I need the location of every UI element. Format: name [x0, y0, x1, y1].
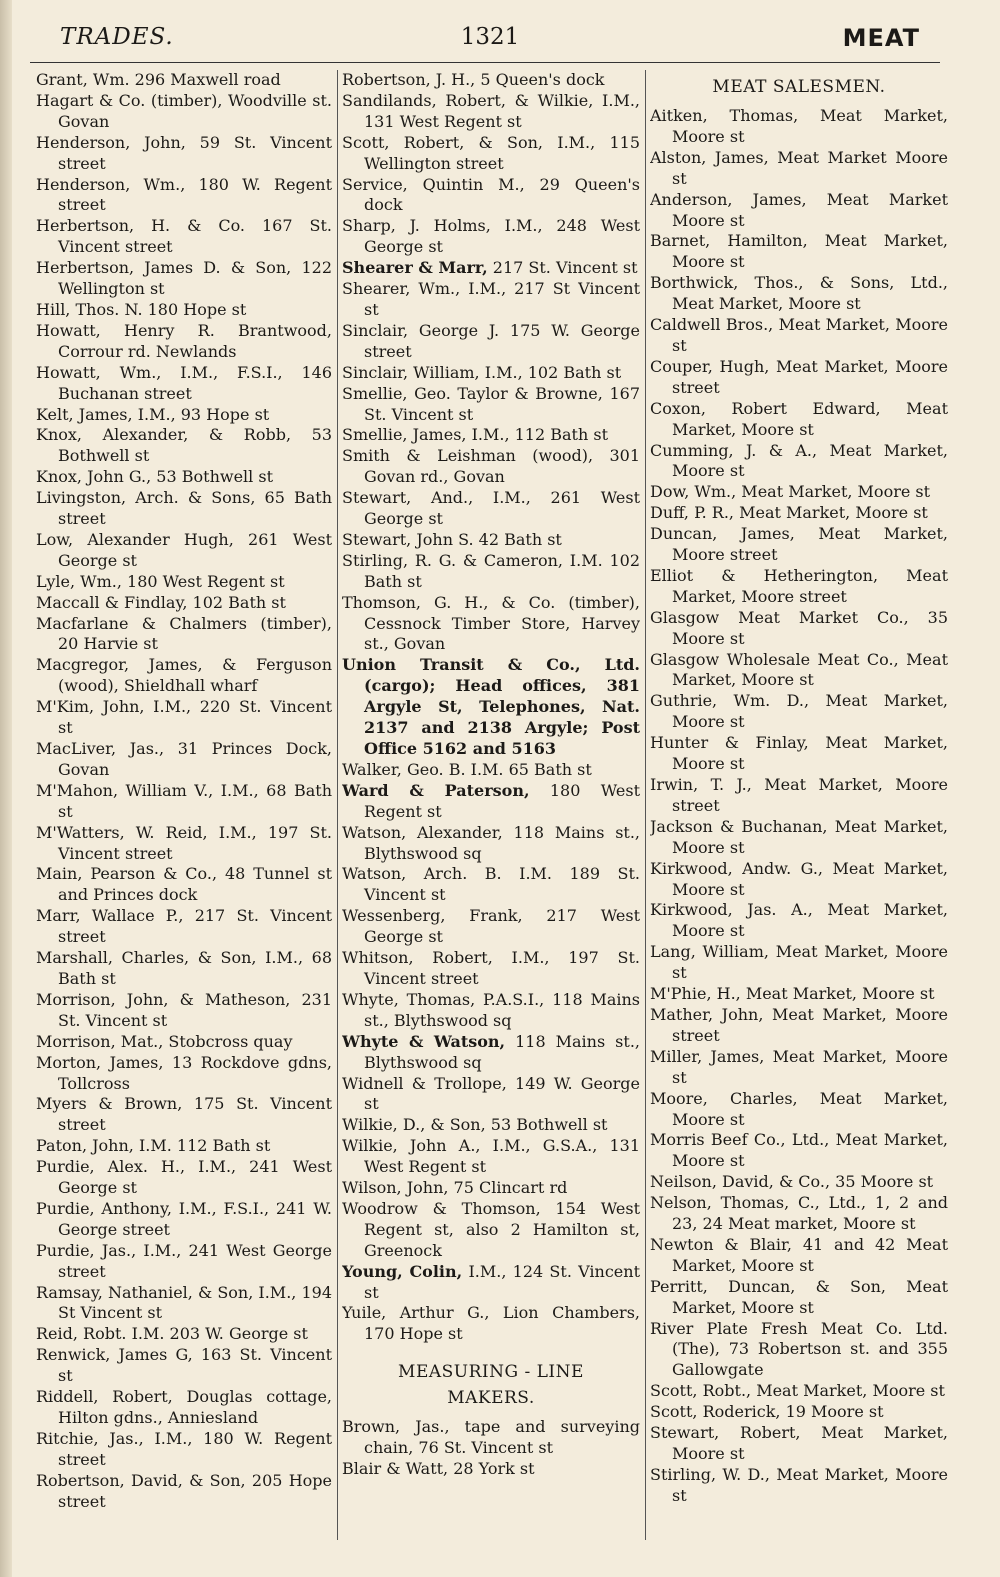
directory-entry: M'Mahon, William V., I.M., 68 Bath st — [36, 780, 332, 821]
directory-entry: Borthwick, Thos., & Sons, Ltd., Meat Market, Moore st — [650, 273, 948, 314]
directory-entry: MacLiver, Jas., 31 Princes Dock, Govan — [36, 739, 332, 779]
directory-entry — [342, 1032, 640, 1074]
running-head-left: TRADES. — [60, 24, 174, 50]
directory-entry: Smellie, Geo. Taylor & Browne, 167 St. Vincent st — [342, 383, 640, 424]
directory-entry: Service, Quintin M., 29 Queen's dock — [342, 174, 640, 215]
section-heading-line: MEASURING - LINE — [398, 1362, 584, 1383]
page-spine — [0, 0, 12, 1577]
directory-entry: Hill, Thos. N. 180 Hope st — [36, 299, 247, 319]
directory-entry: Morrison, Mat., Stobcross quay — [36, 1031, 293, 1051]
entry-name-bold: Ward & Paterson, — [342, 780, 530, 800]
directory-entry: Elliot & Hetherington, Meat Market, Moore street — [650, 565, 948, 606]
directory-entry: Wilson, John, 75 Clincart rd — [342, 1178, 568, 1198]
directory-entry: Ritchie, Jas., I.M., 180 W. Regent street — [36, 1428, 332, 1469]
section-heading-meat-salesmen: MEAT SALESMEN. — [712, 77, 886, 97]
section-heading-measuring — [342, 1359, 640, 1411]
directory-entry: Duncan, James, Meat Market, Moore street — [650, 524, 948, 565]
directory-entry: Jackson & Buchanan, Meat Market, Moore st — [650, 816, 948, 857]
directory-entry: Caldwell Bros., Meat Market, Moore st — [650, 315, 948, 355]
directory-entry: Stewart, Robert, Meat Market, Moore st — [650, 1423, 948, 1463]
directory-entry: Howatt, Wm., I.M., F.S.I., 146 Buchanan street — [36, 362, 332, 403]
directory-entry: Hunter & Finlay, Meat Market, Moore st — [650, 733, 948, 774]
directory-entry: River Plate Fresh Meat Co. Ltd. (The), 73 Robertson st. and 355 Gallowgate — [650, 1318, 948, 1380]
directory-entry: Stirling, W. D., Meat Market, Moore st — [650, 1464, 948, 1505]
directory-entry: Morrison, John, & Matheson, 231 St. Vincent st — [36, 989, 332, 1030]
directory-entry: Paton, John, I.M. 112 Bath st — [36, 1136, 271, 1156]
directory-entry: Maccall & Findlay, 102 Bath st — [36, 592, 286, 612]
directory-entry: Guthrie, Wm. D., Meat Market, Moore st — [650, 691, 948, 732]
directory-entry: Whyte, Thomas, P.A.S.I., 118 Mains st., Blythswood sq — [342, 989, 640, 1030]
directory-entry: Kirkwood, Jas. A., Meat Market, Moore st — [650, 900, 948, 941]
directory-entry: Myers & Brown, 175 St. Vincent street — [36, 1094, 332, 1135]
directory-entry: Glasgow Meat Market Co., 35 Moore st — [650, 607, 948, 648]
directory-entry: Mather, John, Meat Market, Moore street — [650, 1004, 948, 1045]
column-middle — [342, 70, 640, 1520]
directory-entry: Livingston, Arch. & Sons, 65 Bath street — [36, 488, 332, 529]
directory-entry: Nelson, Thomas, C., Ltd., 1, 2 and 23, 24 Meat market, Moore st — [650, 1193, 948, 1234]
header-rule — [30, 62, 940, 63]
directory-entry: Miller, James, Meat Market, Moore st — [650, 1046, 948, 1087]
column-divider — [337, 70, 338, 1540]
directory-entry — [342, 258, 640, 279]
directory-entry: Sinclair, George J. 175 W. George street — [342, 320, 640, 361]
directory-entry: Woodrow & Thomson, 154 West Regent st, also 2 Hamilton st, Greenock — [342, 1198, 640, 1260]
directory-entry — [342, 655, 640, 760]
directory-entry: Glasgow Wholesale Meat Co., Meat Market, Moore st — [650, 649, 948, 690]
directory-entry: Scott, Robt., Meat Market, Moore st — [650, 1381, 945, 1401]
directory-entry: Grant, Wm. 296 Maxwell road — [36, 70, 281, 89]
directory-entry: Sinclair, William, I.M., 102 Bath st — [342, 362, 622, 382]
entry-name-bold: Whyte & Watson, — [342, 1031, 506, 1051]
directory-entry: Renwick, James G, 163 St. Vincent st — [36, 1345, 332, 1386]
column-right — [650, 70, 948, 1520]
entry-name-bold: Young, Colin, — [342, 1261, 463, 1281]
directory-entry: Watson, Alexander, 118 Mains st., Blythswood sq — [342, 822, 640, 863]
directory-entry: Macfarlane & Chalmers (timber), 20 Harvie st — [36, 613, 332, 654]
directory-entry: Couper, Hugh, Meat Market, Moore street — [650, 356, 948, 397]
directory-entry: Sharp, J. Holms, I.M., 248 West George st — [342, 216, 640, 257]
directory-entry: Purdie, Alex. H., I.M., 241 West George st — [36, 1157, 332, 1198]
directory-entry: Moore, Charles, Meat Market, Moore st — [650, 1088, 948, 1129]
directory-entry: Aitken, Thomas, Meat Market, Moore st — [650, 106, 948, 146]
directory-entry: Morton, James, 13 Rockdove gdns, Tollcross — [36, 1052, 332, 1093]
directory-entry: Duff, P. R., Meat Market, Moore st — [650, 503, 928, 523]
directory-entry: Knox, John G., 53 Bothwell st — [36, 467, 273, 487]
entry-rest: 217 St. Vincent st — [487, 258, 638, 278]
directory-entry: Neilson, David, & Co., 35 Moore st — [650, 1172, 934, 1192]
running-head-right: MEAT — [842, 24, 920, 52]
directory-entry: Riddell, Robert, Douglas cottage, Hilton gdns., Anniesland — [36, 1387, 332, 1427]
entry-rest: 180 West Regent st — [364, 780, 640, 821]
directory-entry: Hagart & Co. (timber), Woodville st. Govan — [36, 90, 332, 131]
directory-entry: Robertson, David, & Son, 205 Hope street — [36, 1470, 332, 1511]
directory-entry: Knox, Alexander, & Robb, 53 Bothwell st — [36, 425, 332, 466]
directory-entry: Main, Pearson & Co., 48 Tunnel st and Princes dock — [36, 864, 332, 905]
directory-columns — [36, 70, 956, 1560]
directory-entry: Reid, Robt. I.M. 203 W. George st — [36, 1324, 308, 1344]
directory-entry: Smith & Leishman (wood), 301 Govan rd., Govan — [342, 446, 640, 487]
directory-entry: Henderson, Wm., 180 W. Regent street — [36, 174, 332, 215]
directory-entry: Widnell & Trollope, 149 W. George st — [342, 1073, 640, 1114]
directory-entry: Morris Beef Co., Ltd., Meat Market, Moore st — [650, 1130, 948, 1171]
directory-entry: Purdie, Anthony, I.M., F.S.I., 241 W. George street — [36, 1198, 332, 1239]
directory-entry: Kirkwood, Andw. G., Meat Market, Moore st — [650, 858, 948, 899]
section-heading-line: MAKERS. — [447, 1388, 535, 1409]
directory-entry: Alston, James, Meat Market Moore st — [650, 147, 948, 188]
page-header — [60, 22, 920, 58]
directory-entry: Stewart, John S. 42 Bath st — [342, 529, 562, 549]
directory-entry — [342, 781, 640, 823]
directory-entry: Scott, Roderick, 19 Moore st — [650, 1402, 884, 1422]
directory-entry: Blair & Watt, 28 York st — [342, 1459, 535, 1479]
directory-entry: Ramsay, Nathaniel, & Son, I.M., 194 St Vincent st — [36, 1282, 332, 1323]
directory-entry: M'Watters, W. Reid, I.M., 197 St. Vincent street — [36, 822, 332, 863]
directory-entry: Macgregor, James, & Ferguson (wood), Shieldhall wharf — [36, 655, 332, 696]
directory-entry: Marr, Wallace P., 217 St. Vincent street — [36, 906, 332, 947]
directory-entry: Barnet, Hamilton, Meat Market, Moore st — [650, 231, 948, 272]
directory-entry: Purdie, Jas., I.M., 241 West George street — [36, 1240, 332, 1281]
directory-entry: Coxon, Robert Edward, Meat Market, Moore st — [650, 398, 948, 439]
directory-entry: Dow, Wm., Meat Market, Moore st — [650, 482, 931, 502]
directory-entry: Lyle, Wm., 180 West Regent st — [36, 571, 285, 591]
directory-entry: Marshall, Charles, & Son, I.M., 68 Bath st — [36, 948, 332, 988]
directory-entry: Shearer, Wm., I.M., 217 St Vincent st — [342, 279, 640, 319]
directory-entry: Kelt, James, I.M., 93 Hope st — [36, 404, 270, 424]
directory-entry: Stewart, And., I.M., 261 West George st — [342, 488, 640, 529]
entry-name-bold: Union Transit & Co., Ltd. (cargo); Head offices, 381 Argyle St, Telephones, Nat. 2137 and 2138 Argyle; Post Office 5162 and 5163 — [342, 655, 640, 758]
directory-entry: Wilkie, D., & Son, 53 Bothwell st — [342, 1115, 608, 1135]
directory-entry: Howatt, Henry R. Brantwood, Corrour rd. Newlands — [36, 320, 332, 361]
directory-entry: Yuile, Arthur G., Lion Chambers, 170 Hope st — [342, 1303, 640, 1344]
directory-entry — [342, 1262, 640, 1304]
directory-entry: Newton & Blair, 41 and 42 Meat Market, Moore st — [650, 1234, 948, 1275]
directory-entry: Stirling, R. G. & Cameron, I.M. 102 Bath st — [342, 550, 640, 591]
directory-entry: Sandilands, Robert, & Wilkie, I.M., 131 West Regent st — [342, 90, 640, 131]
directory-entry: Anderson, James, Meat Market Moore st — [650, 189, 948, 230]
directory-entry: Irwin, T. J., Meat Market, Moore street — [650, 775, 948, 815]
directory-entry: Wilkie, John A., I.M., G.S.A., 131 West Regent st — [342, 1136, 640, 1177]
directory-entry: Brown, Jas., tape and surveying chain, 76 St. Vincent st — [342, 1417, 640, 1458]
column-left — [36, 70, 332, 1520]
column-divider — [645, 70, 646, 1540]
directory-entry: Robertson, J. H., 5 Queen's dock — [342, 70, 605, 89]
directory-entry: Henderson, John, 59 St. Vincent street — [36, 132, 332, 173]
directory-entry: Walker, Geo. B. I.M. 65 Bath st — [342, 759, 592, 779]
directory-entry: Scott, Robert, & Son, I.M., 115 Wellington street — [342, 132, 640, 173]
directory-entry: Thomson, G. H., & Co. (timber), Cessnock Timber Store, Harvey st., Govan — [342, 592, 640, 654]
directory-entry: Watson, Arch. B. I.M. 189 St. Vincent st — [342, 864, 640, 905]
directory-entry: Lang, William, Meat Market, Moore st — [650, 942, 948, 983]
entry-rest: I.M., 124 St. Vincent st — [364, 1261, 640, 1302]
directory-entry: Whitson, Robert, I.M., 197 St. Vincent street — [342, 948, 640, 988]
directory-entry: Herbertson, H. & Co. 167 St. Vincent street — [36, 216, 332, 257]
directory-entry: Herbertson, James D. & Son, 122 Wellington st — [36, 258, 332, 299]
entry-name-bold: Shearer & Marr, — [342, 258, 488, 278]
directory-entry: Wessenberg, Frank, 217 West George st — [342, 906, 640, 947]
directory-entry: M'Phie, H., Meat Market, Moore st — [650, 984, 935, 1004]
directory-entry: Low, Alexander Hugh, 261 West George st — [36, 529, 332, 570]
directory-entry: Cumming, J. & A., Meat Market, Moore st — [650, 440, 948, 481]
directory-entry: Smellie, James, I.M., 112 Bath st — [342, 425, 608, 445]
directory-entry: M'Kim, John, I.M., 220 St. Vincent st — [36, 697, 332, 738]
page-number: 1321 — [460, 24, 520, 50]
directory-entry: Perritt, Duncan, & Son, Meat Market, Moore st — [650, 1276, 948, 1317]
entry-rest: 118 Mains st., Blythswood sq — [364, 1031, 640, 1072]
